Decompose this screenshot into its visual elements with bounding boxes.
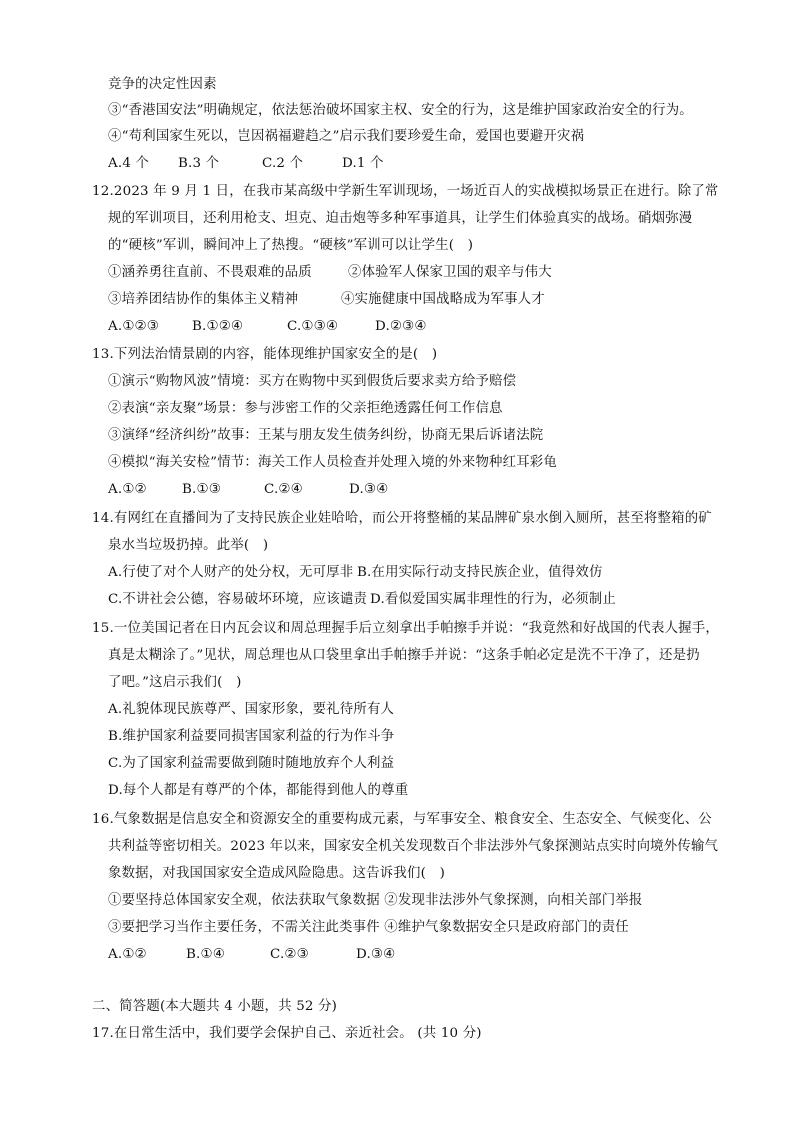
q11-statement-4: ④“苟利国家生死以，岂因祸福避趋之”启示我们要珍爱生命，爱国也要避开灾祸: [108, 129, 585, 144]
q15-stem-line-3: 了吧。”这启示我们( ): [108, 675, 242, 690]
q16-statements-row-2: ③要把学习当作主要任务，不需关注此类事件 ④维护气象数据安全只是政府部门的责任: [108, 920, 629, 935]
q16-options: [108, 946, 395, 964]
q15-option-b[interactable]: B.维护国家利益要同损害国家利益的行为作斗争: [108, 729, 395, 744]
q13-option-c[interactable]: C.②④: [264, 482, 303, 497]
q12-statement-3: ③培养团结协作的集体主义精神: [108, 292, 299, 307]
q16-stem-line-2: 共利益等密切相关。2023 年以来，国家安全机关发现数百个非法涉外气象探测站点实时向境外传输气: [108, 839, 719, 854]
q12-statements-row-1: [108, 264, 552, 282]
q14-options-row-1: [108, 564, 603, 582]
q12-option-c[interactable]: C.①③④: [287, 319, 339, 334]
q16-option-a[interactable]: A.①②: [108, 947, 147, 962]
q15-option-d[interactable]: D.每个人都是有尊严的个体，都能得到他人的尊重: [108, 783, 409, 798]
q15-option-c[interactable]: C.为了国家利益需要做到随时随地放弃个人利益: [108, 756, 395, 771]
q13-option-b[interactable]: B.①③: [182, 482, 221, 497]
q13-stem: 13.下列法治情景剧的内容，能体现维护国家安全的是( ): [92, 347, 438, 362]
q13-statement-3: ③演绎“经济纠纷”故事：王某与朋友发生债务纠纷，协商无果后诉诸法院: [108, 428, 544, 443]
q12-options: [108, 318, 427, 336]
q12-stem-line-2: 规的军训项目，还利用枪支、坦克、迫击炮等多种军事道具，让学生们体验真实的战场。硝烟弥漫: [108, 211, 693, 226]
q16-statements-row-1: ①要坚持总体国家安全观，依法获取气象数据 ②发现非法涉外气象探测，向相关部门举报: [108, 893, 643, 908]
q13-statement-4: ④模拟“海关安检”情节：海关工作人员检查并处理入境的外来物种红耳彩龟: [108, 455, 557, 470]
q12-option-b[interactable]: B.①②④: [192, 319, 244, 334]
q11-option-b[interactable]: B.3 个: [178, 156, 220, 171]
q12-statement-4: ④实施健康中国战略成为军事人才: [341, 292, 545, 307]
q11-option-d[interactable]: D.1 个: [342, 156, 384, 171]
q13-statement-1: ①演示“购物风波”情境：买方在购物中买到假货后要求卖方给予赔偿: [108, 374, 517, 389]
q16-option-b[interactable]: B.①④: [186, 947, 225, 962]
q16-stem-line-1: 16.气象数据是信息安全和资源安全的重要构成元素，与军事安全、粮食安全、生态安全、气候变化、公: [92, 812, 712, 827]
q12-stem-line-1: 12.2023 年 9 月 1 日，在我市某高级中学新生军训现场，一场近百人的实战模拟场景正在进行。除了常: [92, 184, 719, 199]
q14-option-a[interactable]: A.行使了对个人财产的处分权，无可厚非: [108, 565, 354, 580]
q12-option-a[interactable]: A.①②③: [108, 319, 159, 334]
section-2-heading: 二、简答题(本大题共 4 小题，共 52 分): [92, 999, 338, 1014]
q12-option-d[interactable]: D.②③④: [375, 319, 427, 334]
q12-statements-row-2: [108, 291, 545, 309]
q12-statement-1: ①涵养勇往直前、不畏艰难的品质: [108, 265, 312, 280]
q13-option-d[interactable]: D.③④: [349, 482, 389, 497]
q14-stem-line-2: 泉水当垃圾扔掉。此举( ): [108, 538, 269, 553]
q15-stem-line-1: 15.一位美国记者在日内瓦会议和周总理握手后立刻拿出手帕擦手并说：“我竟然和好战国的代表人握手，: [92, 621, 719, 636]
q11-statement-3: ③“香港国安法”明确规定，依法惩治破坏国家主权、安全的行为，这是维护国家政治安全的行为。: [108, 103, 693, 118]
q16-option-d[interactable]: D.③④: [356, 947, 396, 962]
q11-option-a[interactable]: A.4 个: [108, 156, 150, 171]
q15-stem-line-2: 真是太糊涂了。”见状，周总理也从口袋里拿出手帕擦手并说：“这条手帕必定是洗不干净了，还是扔: [108, 648, 700, 663]
q13-statement-2: ②表演“亲友聚”场景：参与涉密工作的父亲拒绝透露任何工作信息: [108, 401, 503, 416]
q11-options: [108, 155, 384, 173]
q14-stem-line-1: 14.有网红在直播间为了支持民族企业娃哈哈，而公开将整桶的某品牌矿泉水倒入厕所，甚至将整箱的矿: [92, 511, 712, 526]
q13-option-a[interactable]: A.①②: [108, 482, 147, 497]
q14-options-row-2: [108, 591, 616, 609]
q15-option-a[interactable]: A.礼貌体现民族尊严、国家形象，要礼待所有人: [108, 702, 395, 717]
q14-option-b[interactable]: B.在用实际行动支持民族企业，值得效仿: [357, 565, 603, 580]
q11-text-tail: 竞争的决定性因素: [108, 77, 217, 92]
q13-options: [108, 481, 388, 499]
q11-option-c[interactable]: C.2 个: [262, 156, 304, 171]
q14-option-c[interactable]: C.不讲社会公德，容易破坏环境，应该谴责: [108, 592, 368, 607]
q12-statement-2: ②体验军人保家卫国的艰辛与伟大: [348, 265, 552, 280]
q16-stem-line-3: 象数据，对我国国家安全造成风险隐患。这告诉我们( ): [108, 866, 446, 881]
q16-option-c[interactable]: C.②③: [270, 947, 309, 962]
q12-stem-line-3: 的“硬核”军训，瞬间冲上了热搜。“硬核”军训可以让学生( ): [108, 238, 474, 253]
q17-stem: 17.在日常生活中，我们要学会保护自己、亲近社会。 (共 10 分): [92, 1026, 482, 1041]
q14-option-d[interactable]: D.看似爱国实属非理性的行为，必须制止: [370, 592, 616, 607]
